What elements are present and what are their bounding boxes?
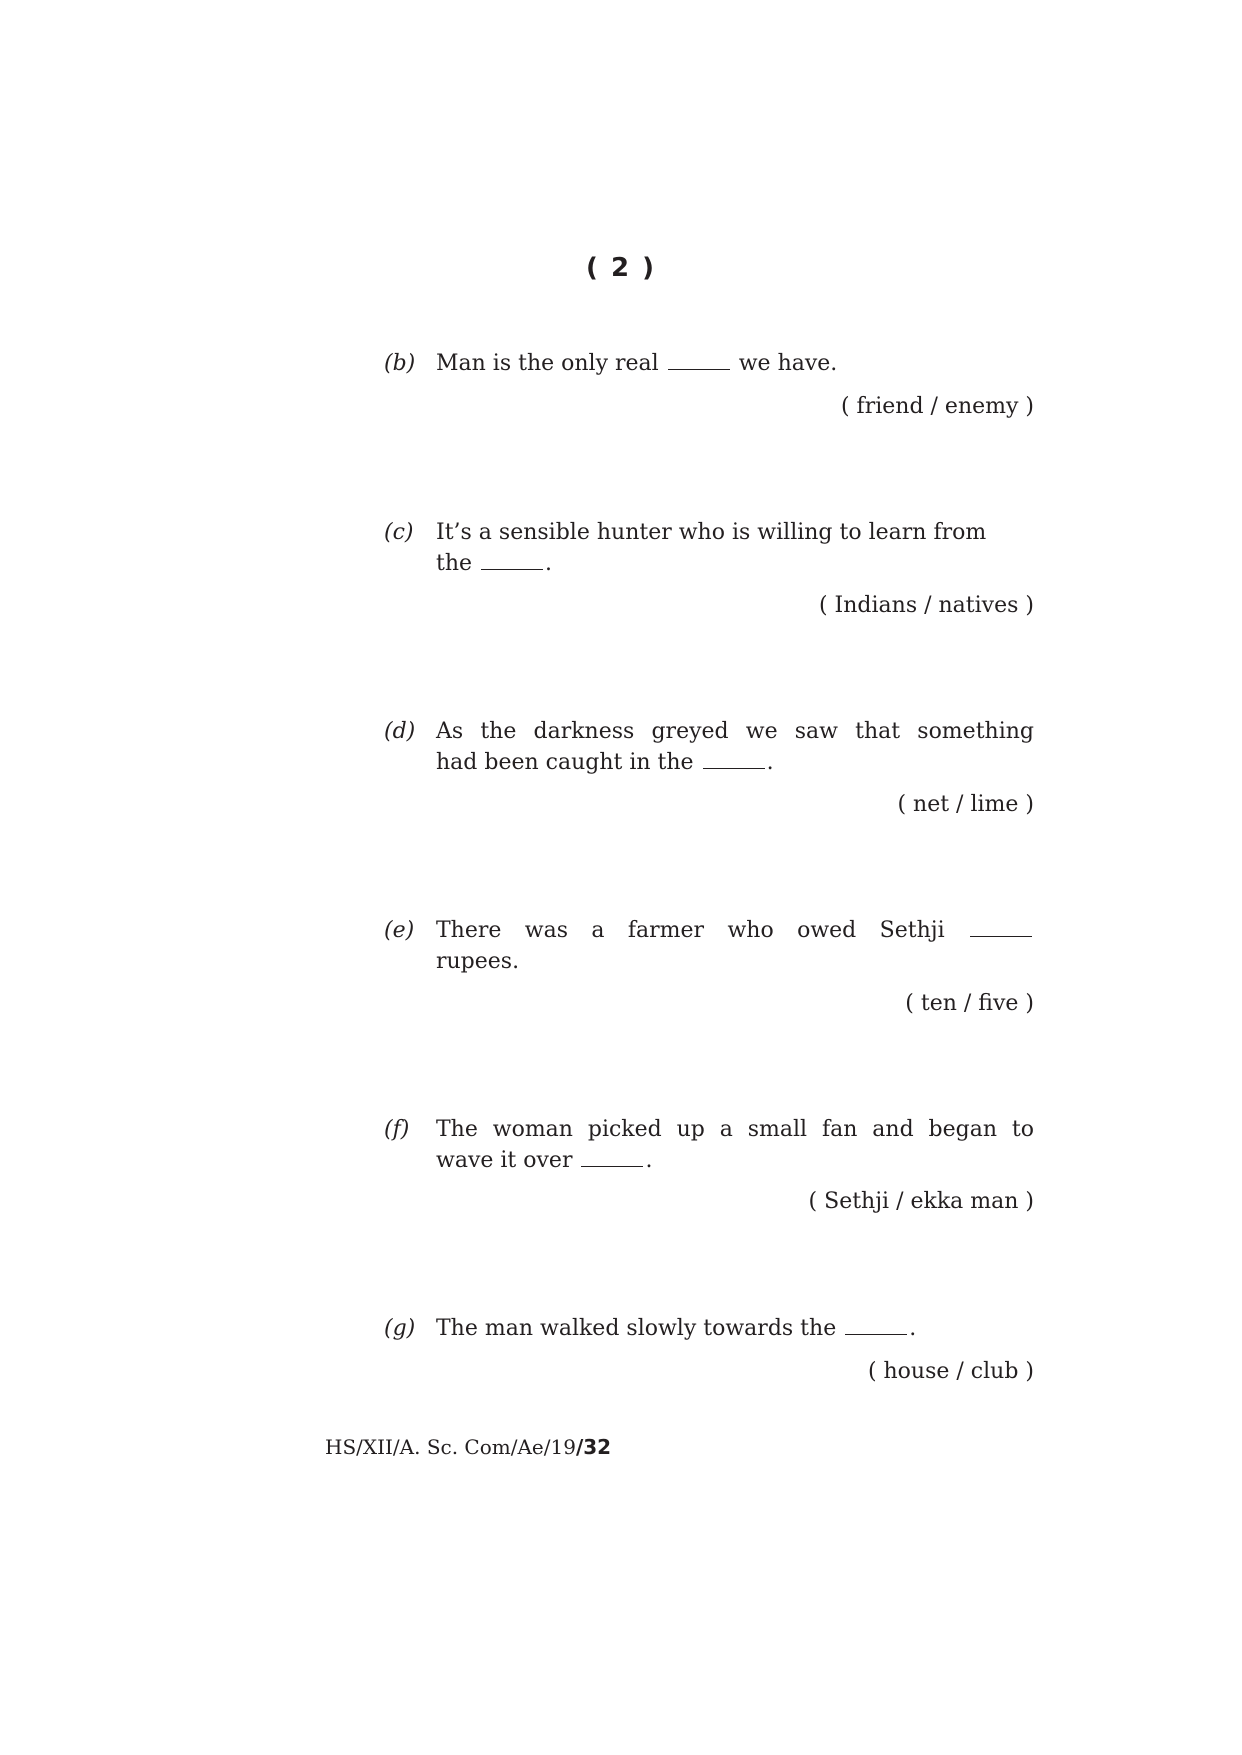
- question-label: (b): [384, 351, 416, 376]
- question-text: [436, 716, 1034, 747]
- question-text: [436, 1114, 1034, 1145]
- question-text: [436, 348, 1034, 379]
- answer-blank: [668, 349, 730, 370]
- answer-options: ( Indians / natives ): [818, 593, 1034, 618]
- question-text-part: .: [645, 1148, 653, 1173]
- question-text-part: There was a farmer who owed Sethji: [436, 918, 945, 943]
- question-text: [436, 517, 1034, 579]
- page-number: ( 2 ): [586, 253, 656, 283]
- answer-blank: [703, 748, 765, 769]
- question-text-part: .: [545, 551, 553, 576]
- question-text: [436, 946, 1034, 977]
- question-label: (f): [384, 1117, 410, 1142]
- question-label: (g): [384, 1316, 416, 1341]
- question-text-part: had been caught in the: [436, 750, 694, 775]
- question-label: (d): [384, 719, 416, 744]
- question-text-part: The man walked slowly towards the: [436, 1316, 837, 1341]
- question-label: (c): [384, 520, 414, 545]
- answer-options: ( ten / five ): [905, 991, 1034, 1016]
- question-text-line: As the darkness greyed we saw that something: [436, 719, 1034, 744]
- sheet-number: /32: [575, 1435, 612, 1459]
- answer-options: ( house / club ): [867, 1359, 1034, 1384]
- paper-code: HS/XII/A. Sc. Com/Ae/19: [325, 1435, 576, 1459]
- question-label: (e): [384, 918, 415, 943]
- paper-code-footer: [325, 1433, 611, 1461]
- question-text: [436, 1313, 1034, 1344]
- question-text: [436, 915, 1034, 946]
- answer-blank: [481, 549, 543, 570]
- answer-blank: [581, 1146, 643, 1167]
- question-text-part: .: [766, 750, 774, 775]
- question-text-line: rupees.: [436, 949, 520, 974]
- question-text-line: The woman picked up a small fan and began to: [436, 1117, 1034, 1142]
- answer-options: ( net / lime ): [897, 792, 1034, 817]
- question-text-part: Man is the only real: [436, 351, 659, 376]
- question-text-part: the: [436, 551, 473, 576]
- answer-options: ( Sethji / ekka man ): [808, 1189, 1034, 1214]
- question-text-line: It’s a sensible hunter who is willing to learn from: [436, 520, 987, 545]
- question-text: [436, 747, 1034, 778]
- answer-options: ( friend / enemy ): [840, 394, 1034, 419]
- answer-blank: [970, 916, 1032, 937]
- question-text-part: .: [909, 1316, 917, 1341]
- answer-blank: [845, 1314, 907, 1335]
- question-text: [436, 1145, 1034, 1176]
- question-text-part: we have.: [738, 351, 838, 376]
- question-text-part: wave it over: [436, 1148, 573, 1173]
